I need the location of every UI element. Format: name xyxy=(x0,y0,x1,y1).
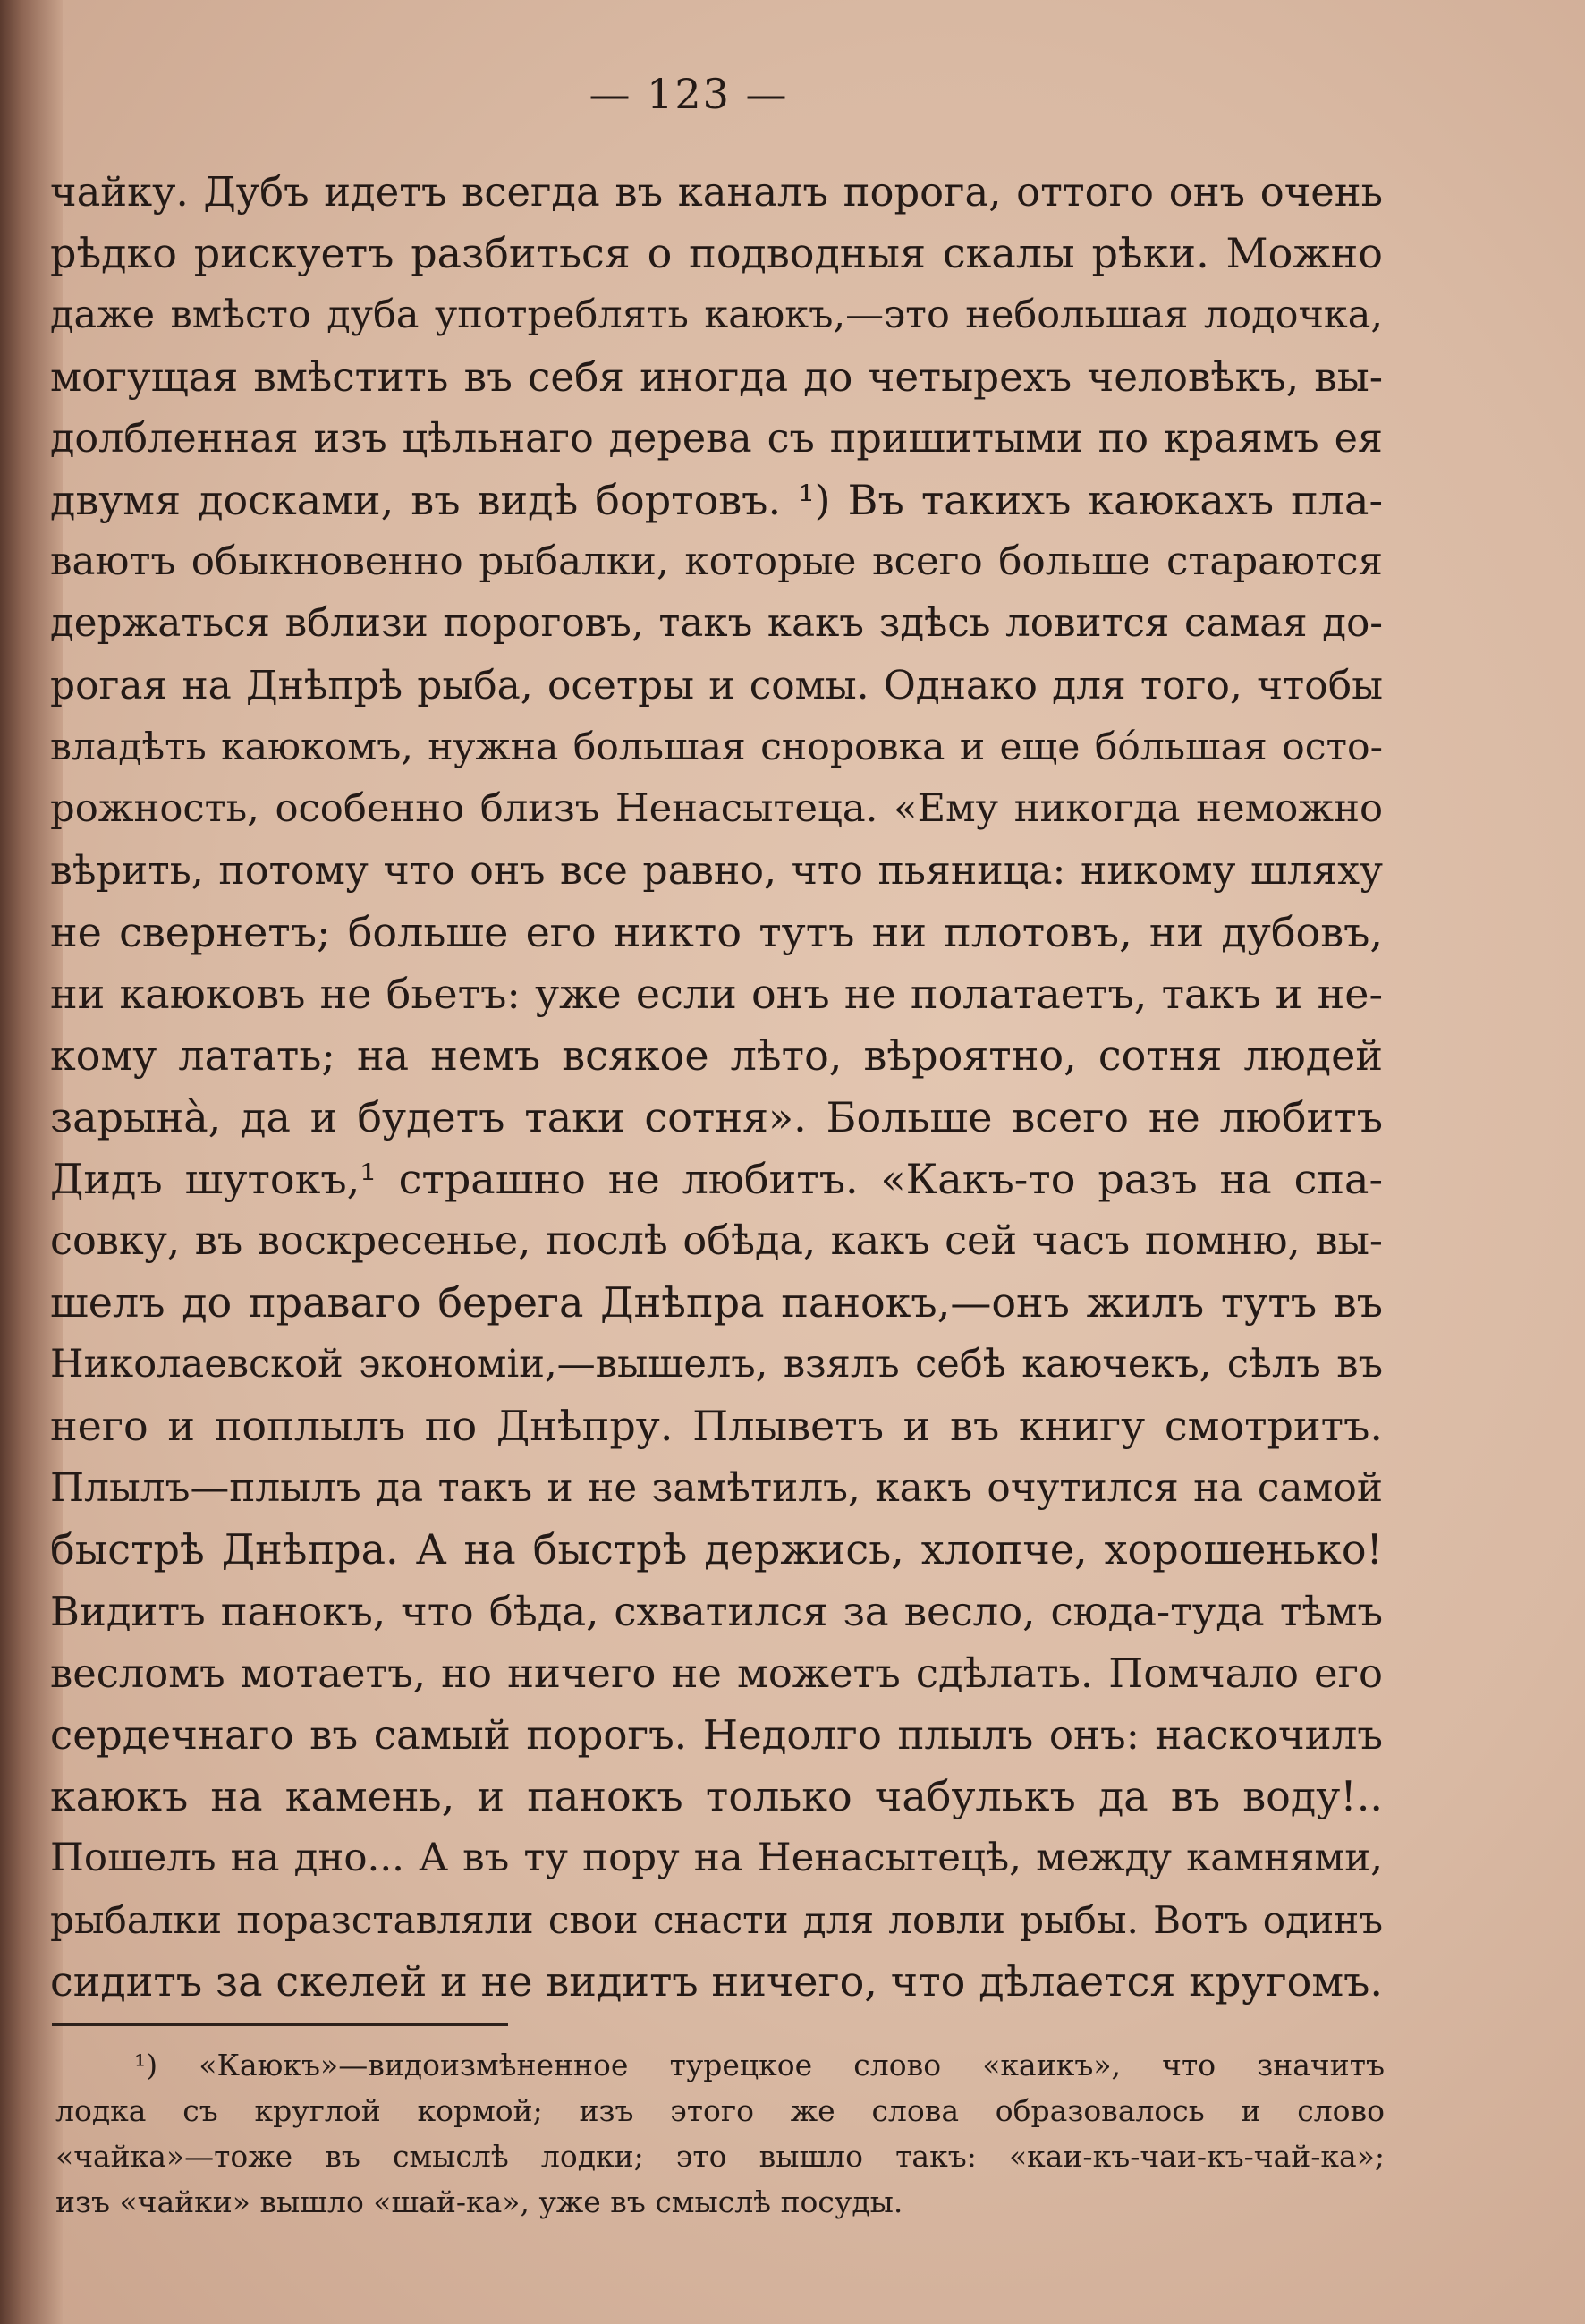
text-line: могущая вмѣстить въ себя иногда до четырехъ человѣкъ, вы- xyxy=(50,353,1383,401)
text-line: Николаевской экономіи,—вышелъ, взялъ себѣ каючекъ, сѣлъ въ xyxy=(50,1342,1383,1387)
text-line: зарына̀, да и будетъ таки сотня». Больше всего не любитъ xyxy=(50,1093,1383,1141)
text-line: быстрѣ Днѣпра. А на быстрѣ держись, хлопче, хорошенько! xyxy=(50,1525,1383,1573)
text-line: ни каюковъ не бьетъ: уже если онъ не полатаетъ, такъ и не- xyxy=(50,970,1383,1018)
text-line: даже вмѣсто дуба употреблять каюкъ,—это небольшая лодочка, xyxy=(50,293,1383,337)
text-line: каюкъ на камень, и панокъ только чабулькъ да въ воду!.. xyxy=(50,1772,1383,1820)
footnote-line: «чайка»—тоже въ смыслѣ лодки; это вышло такъ: «каи-къ-чаи-къ-чай-ка»; xyxy=(55,2139,1385,2174)
text-line: двумя досками, въ видѣ бортовъ. ¹) Въ такихъ каюкахъ пла- xyxy=(50,476,1383,524)
footnote-line: лодка съ круглой кормой; изъ этого же слова образовалось и слово xyxy=(55,2093,1385,2128)
text-line: Плылъ—плылъ да такъ и не замѣтилъ, какъ очутился на самой xyxy=(50,1465,1383,1511)
footnote-line: ¹) «Каюкъ»—видоизмѣненное турецкое слово «каикъ», что значитъ xyxy=(134,2048,1385,2082)
text-line: рѣдко рискуетъ разбиться о подводныя скалы рѣки. Можно xyxy=(50,229,1383,277)
footnote-divider xyxy=(52,2023,508,2026)
text-line: рыбалки поразставляли свои снасти для ловли рыбы. Вотъ одинъ xyxy=(50,1898,1383,1942)
footnotes xyxy=(55,2042,1385,2225)
text-line: сидитъ за скелей и не видитъ ничего, что дѣлается кругомъ. xyxy=(50,1957,1383,2006)
main-text xyxy=(50,161,1383,2013)
text-line: него и поплылъ по Днѣпру. Плыветъ и въ книгу смотритъ. xyxy=(50,1402,1383,1450)
text-line: Дидъ шутокъ,¹ страшно не любитъ. «Какъ-то разъ на спа- xyxy=(50,1155,1383,1203)
page-number: — 123 — xyxy=(589,70,789,118)
text-line: сердечнаго въ самый порогъ. Недолго плылъ онъ: наскочилъ xyxy=(50,1711,1383,1759)
text-line: рожность, особенно близъ Ненасытеца. «Ему никогда неможно xyxy=(50,786,1383,831)
text-line: совку, въ воскресенье, послѣ обѣда, какъ сей часъ помню, вы- xyxy=(50,1217,1383,1264)
text-line: Видитъ панокъ, что бѣда, схватился за весло, сюда-туда тѣмъ xyxy=(50,1588,1383,1635)
text-line: вѣрить, потому что онъ все равно, что пьяница: никому шляху xyxy=(50,848,1383,894)
text-line: держаться вблизи пороговъ, такъ какъ здѣсь ловится самая до- xyxy=(50,601,1383,646)
text-line: долбленная изъ цѣльнаго дерева съ пришитыми по краямъ ея xyxy=(50,416,1383,462)
text-line: Пошелъ на дно... А въ ту пору на Ненасытецѣ, между камнями, xyxy=(50,1836,1383,1880)
text-line: рогая на Днѣпрѣ рыба, осетры и сомы. Однако для того, чтобы xyxy=(50,663,1383,708)
footnote-line: изъ «чайки» вышло «шай-ка», уже въ смыслѣ посуды. xyxy=(55,2184,903,2219)
text-line: владѣть каюкомъ, нужна большая сноровка и еще бо́льшая осто- xyxy=(50,725,1383,769)
text-line: чайку. Дубъ идетъ всегда въ каналъ порога, оттого онъ очень xyxy=(50,168,1383,216)
text-line: не свернетъ; больше его никто тутъ ни плотовъ, ни дубовъ, xyxy=(50,908,1383,956)
text-line: весломъ мотаетъ, но ничего не можетъ сдѣлать. Помчало его xyxy=(50,1650,1383,1697)
text-line: шелъ до праваго берега Днѣпра панокъ,—онъ жилъ тутъ въ xyxy=(50,1278,1383,1327)
text-line: кому латать; на немъ всякое лѣто, вѣроятно, сотня людей xyxy=(50,1031,1383,1080)
text-line: ваютъ обыкновенно рыбалки, которые всего больше стараются xyxy=(50,539,1383,584)
